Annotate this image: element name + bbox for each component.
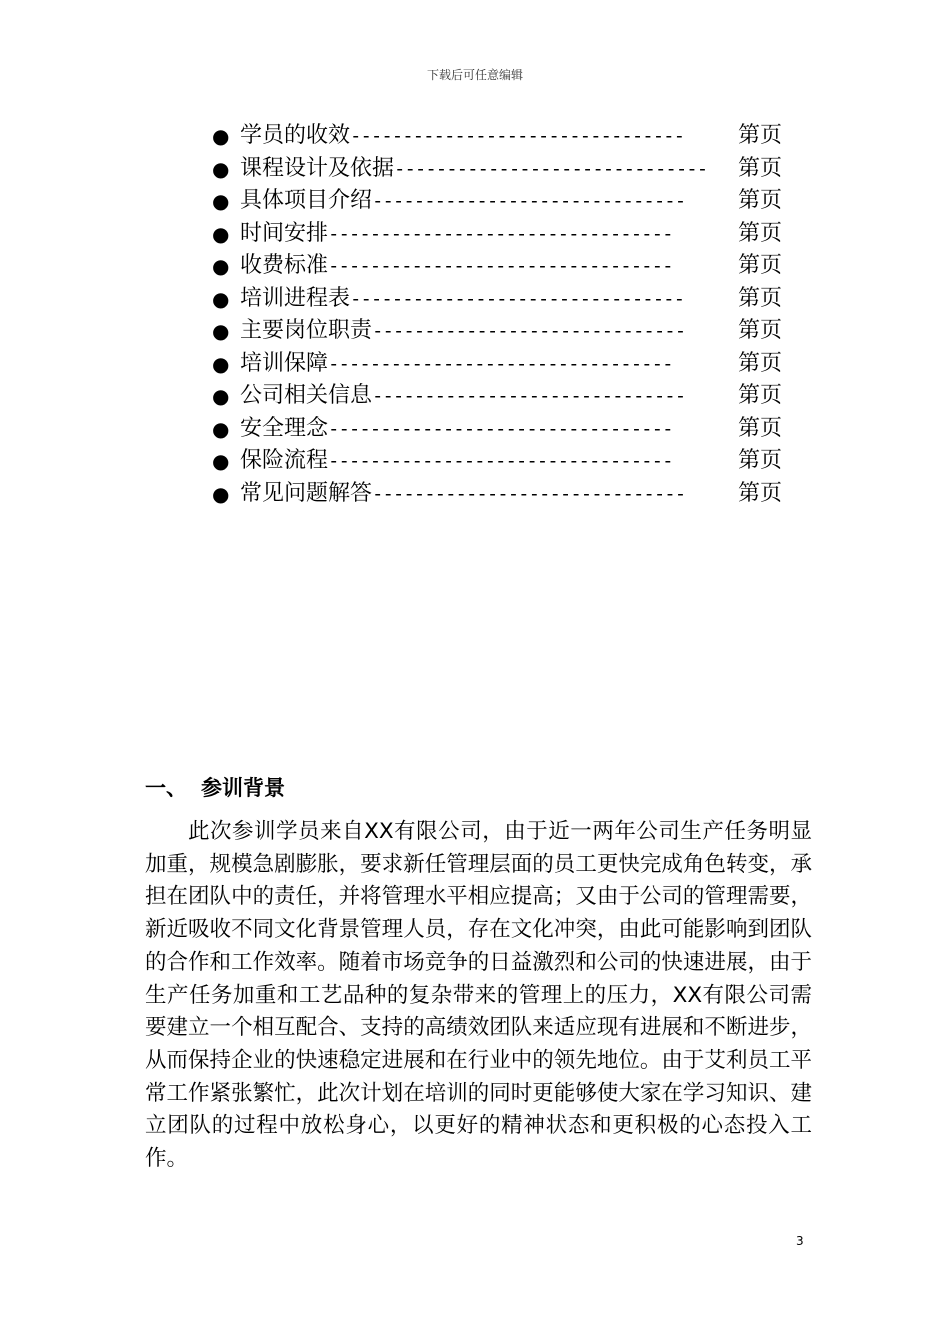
toc-item [212, 348, 782, 381]
bullet-icon: ● [212, 384, 230, 409]
toc-page-ref: 第页 [737, 480, 782, 506]
toc-leader: --------------------------------- [328, 255, 673, 278]
toc-item-title: 具体项目介绍 [240, 188, 373, 214]
toc-leader: --------------------------------- [328, 222, 673, 245]
toc-item [212, 478, 782, 511]
toc-item [212, 120, 782, 153]
section-heading [145, 772, 285, 802]
toc-item [212, 315, 782, 348]
bullet-icon: ● [212, 156, 230, 181]
toc-leader: ------------------------------ [372, 190, 686, 213]
toc-page-ref: 第页 [737, 383, 782, 409]
toc-item [212, 153, 782, 186]
toc-page-ref: 第页 [737, 123, 782, 149]
toc-leader: -------------------------------- [350, 287, 685, 310]
page-number: 3 [796, 1234, 804, 1248]
page-header-note: 下载后可任意编辑 [426, 68, 523, 82]
toc-item [212, 283, 782, 316]
toc-page-ref: 第页 [737, 253, 782, 279]
toc-leader: ------------------------------ [394, 157, 708, 180]
toc-item-title: 常见问题解答 [240, 480, 373, 506]
bullet-icon: ● [212, 254, 230, 279]
toc-item-title: 学员的收效 [240, 123, 351, 149]
bullet-icon: ● [212, 416, 230, 441]
toc-item-title: 主要岗位职责 [240, 318, 373, 344]
section-body-paragraph: 此次参训学员来自XX有限公司，由于近一两年公司生产任务明显加重，规模急剧膨胀，要求新任管理层面的员工更快完成角色转变，承担在团队中的责任，并将管理水平相应提高；又由于公司的管理需要，新近吸收不同文化背景管理人员，存在文化冲突，由此可能影响到团队的合作和工作效率。随着市场竞争的日益激烈和公司的快速进展，由于生产任务加重和工艺品种的复杂带来的管理上的压力，XX有限公司需要建立一个相互配合、支持的高绩效团队来适应现有进展和不断进步，从而保持企业的快速稳定进展和在行业中的领先地位。由于艾利员工平常工作紧张繁忙，此次计划在培训的同时更能够使大家在学习知识、建立团队的过程中放松身心，以更好的精神状态和更积极的心态投入工作。 [145, 819, 812, 1172]
toc-leader: ------------------------------ [372, 385, 686, 408]
toc-leader: --------------------------------- [328, 450, 673, 473]
section-number: 一、 [145, 776, 187, 800]
bullet-icon: ● [212, 189, 230, 214]
bullet-icon: ● [212, 319, 230, 344]
toc-leader: --------------------------------- [328, 417, 673, 440]
bullet-icon: ● [212, 351, 230, 376]
toc-leader: ------------------------------ [372, 482, 686, 505]
bullet-icon: ● [212, 221, 230, 246]
section-title: 参训背景 [201, 776, 285, 800]
toc-page-ref: 第页 [737, 448, 782, 474]
toc-page-ref: 第页 [737, 220, 782, 246]
toc-leader: ------------------------------ [372, 320, 686, 343]
toc-item [212, 445, 782, 478]
toc-page-ref: 第页 [737, 318, 782, 344]
bullet-icon: ● [212, 124, 230, 149]
toc-item [212, 218, 782, 251]
toc-page-ref: 第页 [737, 350, 782, 376]
toc-page-ref: 第页 [737, 188, 782, 214]
bullet-icon: ● [212, 286, 230, 311]
bullet-icon: ● [212, 481, 230, 506]
toc-item [212, 380, 782, 413]
toc-page-ref: 第页 [737, 285, 782, 311]
toc-item-title: 培训进程表 [240, 285, 351, 311]
toc-item-title: 公司相关信息 [240, 383, 373, 409]
toc-item-title: 安全理念 [240, 415, 329, 441]
toc-leader: --------------------------------- [328, 352, 673, 375]
toc-item-title: 保险流程 [240, 448, 329, 474]
toc-item-title: 课程设计及依据 [240, 155, 395, 181]
table-of-contents [212, 120, 782, 510]
toc-item [212, 185, 782, 218]
toc-page-ref: 第页 [737, 415, 782, 441]
toc-item-title: 收费标准 [240, 253, 329, 279]
toc-page-ref: 第页 [737, 155, 782, 181]
toc-leader: -------------------------------- [350, 125, 685, 148]
toc-item-title: 培训保障 [240, 350, 329, 376]
toc-item [212, 250, 782, 283]
toc-item-title: 时间安排 [240, 220, 329, 246]
bullet-icon: ● [212, 449, 230, 474]
toc-item [212, 413, 782, 446]
